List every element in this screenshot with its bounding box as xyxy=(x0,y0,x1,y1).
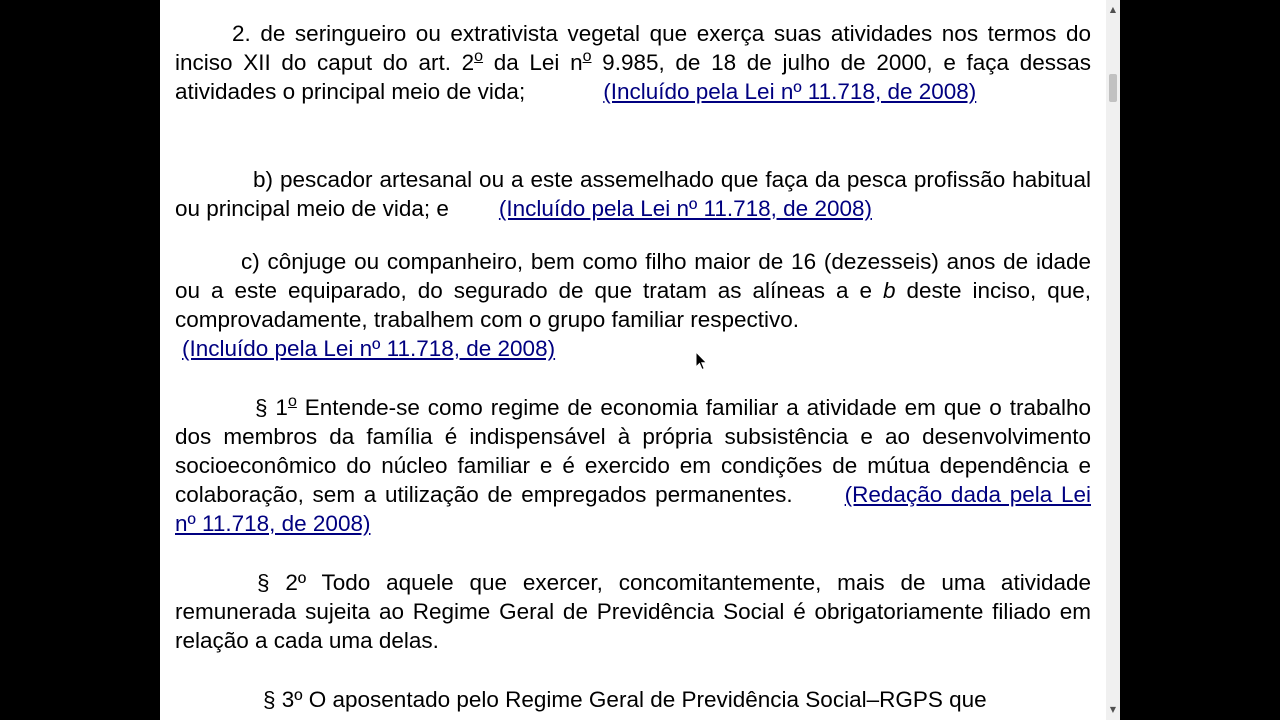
paragraph-paragrafo-1 xyxy=(175,393,1091,538)
paragraph-text: § 3º O aposentado pelo Regime Geral de Previdência Social–RGPS que xyxy=(263,687,987,712)
scroll-thumb[interactable] xyxy=(1109,74,1117,102)
law-reference-link[interactable]: (Incluído pela Lei nº 11.718, de 2008) xyxy=(498,196,872,221)
paragraph-text: b) pescador artesanal ou a este assemelhado que faça da pesca profissão habitual ou principal meio de vida; e xyxy=(175,167,1091,221)
vertical-scrollbar[interactable] xyxy=(1106,0,1120,720)
law-reference-link[interactable]: (Incluído pela Lei nº 11.718, de 2008) xyxy=(603,79,977,104)
paragraph-paragrafo-3 xyxy=(175,685,1091,714)
document-viewport xyxy=(160,0,1120,720)
scroll-up-icon[interactable]: ▲ xyxy=(1109,5,1117,14)
law-reference-link[interactable]: (Redação dada pela Lei nº 11.718, de 2008) xyxy=(175,482,1091,536)
paragraph-italic: b xyxy=(882,278,896,303)
paragraph-seringueiro xyxy=(175,19,1091,106)
paragraph-text: c) cônjuge ou companheiro, bem como filho maior de 16 (dezesseis) anos de idade ou a este equiparado, do segurado de que tratam as alíneas a e xyxy=(175,249,1091,303)
superscript-ordinal: o xyxy=(474,48,484,65)
scroll-down-icon[interactable]: ▼ xyxy=(1109,705,1117,714)
superscript-ordinal: o xyxy=(582,48,592,65)
paragraph-pescador xyxy=(175,165,1091,223)
law-reference-link[interactable]: (Incluído pela Lei nº 11.718, de 2008) xyxy=(182,336,556,361)
paragraph-text: deste inciso, que, comprovadamente, trabalhem com o grupo familiar respectivo. xyxy=(175,278,1091,332)
paragraph-text: 2. de seringueiro ou extrativista vegetal que exerça suas atividades nos termos do inciso XII do caput do art. 2 xyxy=(175,21,1091,75)
paragraph-prefix: § 1 xyxy=(255,395,288,420)
mouse-cursor-icon xyxy=(695,351,709,371)
paragraph-text: § 2º Todo aquele que exercer, concomitantemente, mais de uma atividade remunerada sujeita ao Regime Geral de Previdência Social é obrigatoriamente filiado em relação a cada uma delas. xyxy=(175,570,1091,653)
paragraph-paragrafo-2 xyxy=(175,568,1091,655)
paragraph-text: 9.985, de 18 de julho de 2000, e faça dessas atividades o principal meio de vida; xyxy=(175,50,1091,104)
paragraph-text: da Lei n xyxy=(483,50,583,75)
paragraph-conjuge xyxy=(175,247,1091,363)
superscript-ordinal: o xyxy=(287,393,297,410)
paragraph-text: Entende-se como regime de economia familiar a atividade em que o trabalho dos membros da família é indispensável à própria subsistência e ao desenvolvimento socioeconômico do núcleo familiar e é exercido em condições de mútua dependência e colaboração, sem a utilização de empregados permanentes. xyxy=(175,395,1092,507)
